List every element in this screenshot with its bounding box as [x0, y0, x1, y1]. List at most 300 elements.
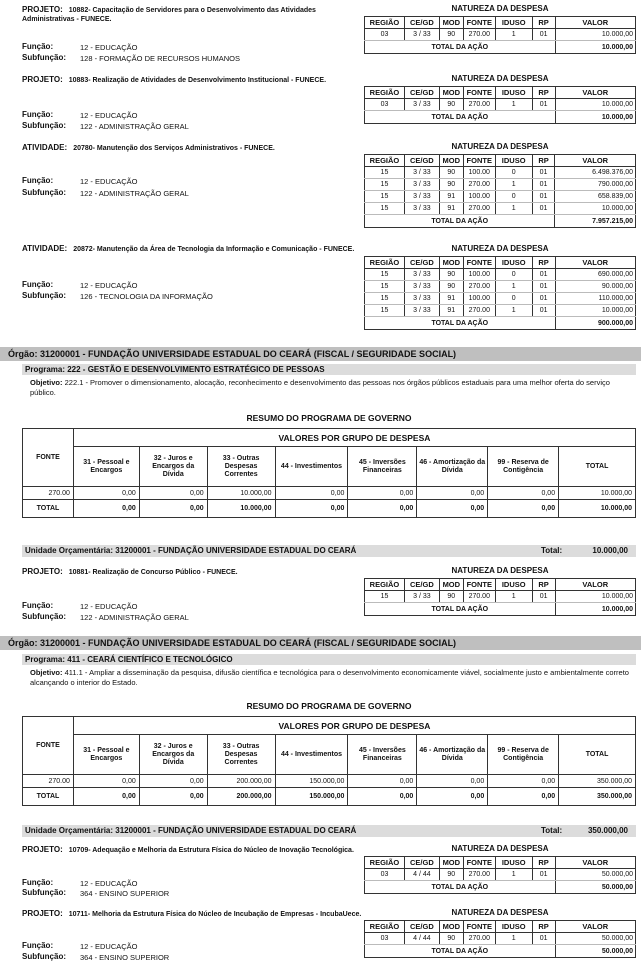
objetivo-label: Objetivo:: [30, 378, 63, 387]
natureza-table: [364, 578, 636, 616]
total-acao-label: TOTAL DA AÇÃO: [365, 215, 555, 228]
natureza-cell: 15: [365, 305, 405, 317]
natureza-column-header: FONTE: [463, 579, 495, 591]
resumo-cell: 0,00: [348, 775, 417, 788]
grupo-despesa-header: TOTAL: [559, 447, 636, 487]
natureza-cell: 90: [439, 933, 463, 945]
unidade-total-value: 10.000,00: [592, 546, 628, 555]
natureza-column-header: RP: [532, 87, 555, 99]
total-acao-value: 10.000,00: [555, 111, 635, 124]
natureza-row: [365, 281, 636, 293]
project-code: 10882: [68, 7, 89, 14]
natureza-cell: 15: [365, 293, 405, 305]
subfuncao-label: Subfunção:: [22, 952, 66, 961]
project-description: - Capacitação de Servidores para o Desenvolvimento das Atividades Administrativas - FUNECE.: [22, 7, 316, 23]
natureza-cell: 03: [365, 933, 405, 945]
natureza-header-row: [365, 17, 636, 29]
grupo-despesa-header: 44 - Investimentos: [275, 735, 348, 775]
natureza-cell: 658.839,00: [555, 191, 636, 203]
natureza-column-header: CE/GD: [404, 579, 439, 591]
natureza-title: NATUREZA DA DESPESA: [451, 4, 549, 13]
fonte-header: FONTE: [23, 429, 74, 487]
grupo-despesa-header: 99 - Reserva de Contigência: [488, 735, 559, 775]
natureza-column-header: MOD: [439, 921, 463, 933]
natureza-cell: 270.00: [463, 179, 495, 191]
natureza-column-header: FONTE: [463, 155, 495, 167]
natureza-cell: 3 / 33: [404, 29, 439, 41]
grupo-despesa-header: 46 - Amortização da Dívida: [417, 447, 488, 487]
grupo-despesa-header: 45 - Inversões Financeiras: [348, 735, 417, 775]
natureza-cell: 01: [532, 933, 555, 945]
unidade-total-label: Total:: [541, 546, 563, 555]
natureza-table: [364, 16, 636, 54]
natureza-cell: 110.000,00: [555, 293, 635, 305]
project-title: [22, 244, 362, 254]
grupo-despesa-header: 46 - Amortização da Dívida: [417, 735, 488, 775]
natureza-cell: 90: [439, 281, 463, 293]
project-code: 20780: [73, 145, 93, 152]
objetivo-text: 411.1 - Ampliar a disseminação da pesquisa, difusão científica e tecnológica para o desenvolvimento economicamente viável, socialmente justo e ambientalmente correto alcançando o interior do Estado.: [30, 668, 629, 687]
resumo-table: [22, 716, 636, 806]
natureza-row: [365, 591, 636, 603]
unidade-label: Unidade Orçamentária: 31200001 - FUNDAÇÃO UNIVERSIDADE ESTADUAL DO CEARÁ: [25, 826, 357, 835]
subfuncao-label: Subfunção:: [22, 291, 66, 300]
natureza-cell: 3 / 33: [404, 281, 439, 293]
natureza-cell: 4 / 44: [404, 869, 439, 881]
funcao-value: 12 - EDUCAÇÃO: [80, 879, 138, 888]
total-acao-row: [365, 111, 636, 124]
natureza-cell: 10.000,00: [555, 203, 636, 215]
resumo-subheader-row: [23, 735, 636, 775]
natureza-column-header: CE/GD: [404, 857, 439, 869]
natureza-row: [365, 167, 636, 179]
natureza-cell: 50.000,00: [555, 933, 635, 945]
subfuncao-value: 364 - ENSINO SUPERIOR: [80, 953, 170, 962]
resumo-total-cell: 200.000,00: [207, 788, 275, 806]
natureza-cell: 91: [439, 293, 463, 305]
total-acao-value: 7.957.215,00: [555, 215, 636, 228]
funcao-label: Função:: [22, 110, 54, 119]
natureza-header-row: [365, 257, 636, 269]
natureza-table: [364, 154, 636, 228]
natureza-cell: 90: [439, 99, 463, 111]
project-kind: PROJETO:: [22, 567, 63, 576]
natureza-cell: 01: [532, 269, 555, 281]
resumo-total-cell: 0,00: [139, 500, 207, 518]
natureza-title: NATUREZA DA DESPESA: [451, 566, 549, 575]
natureza-cell: 01: [532, 869, 555, 881]
natureza-column-header: FONTE: [463, 257, 495, 269]
natureza-table: [364, 256, 636, 330]
natureza-column-header: CE/GD: [404, 921, 439, 933]
natureza-header-row: [365, 155, 636, 167]
funcao-label: Função:: [22, 42, 54, 51]
natureza-column-header: FONTE: [463, 921, 495, 933]
total-acao-row: [365, 881, 636, 894]
natureza-cell: 1: [495, 179, 532, 191]
natureza-cell: 01: [532, 305, 555, 317]
natureza-column-header: REGIÃO: [365, 257, 405, 269]
funcao-value: 12 - EDUCAÇÃO: [80, 281, 138, 290]
resumo-cell: 0,00: [139, 487, 207, 500]
project-code: 10881: [68, 569, 89, 576]
resumo-total-cell: 0,00: [275, 500, 348, 518]
resumo-cell: 10.000,00: [559, 487, 636, 500]
resumo-total-cell: 0,00: [73, 788, 139, 806]
resumo-total-cell: TOTAL: [23, 788, 74, 806]
natureza-column-header: VALOR: [555, 921, 635, 933]
natureza-header-row: [365, 921, 636, 933]
funcao-label: Função:: [22, 941, 54, 950]
project-code: 10711: [68, 911, 88, 918]
natureza-cell: 01: [532, 591, 555, 603]
grupo-despesa-header: 45 - Inversões Financeiras: [348, 447, 417, 487]
funcao-value: 12 - EDUCAÇÃO: [80, 942, 138, 951]
funcao-value: 12 - EDUCAÇÃO: [80, 111, 138, 120]
total-acao-label: TOTAL DA AÇÃO: [365, 41, 556, 54]
total-acao-label: TOTAL DA AÇÃO: [365, 317, 556, 330]
natureza-column-header: REGIÃO: [365, 17, 405, 29]
resumo-cell: 0,00: [73, 487, 139, 500]
natureza-row: [365, 869, 636, 881]
project-kind: PROJETO:: [22, 845, 63, 854]
natureza-cell: 90.000,00: [555, 281, 635, 293]
project-kind: PROJETO:: [22, 75, 63, 84]
natureza-cell: 90: [439, 29, 463, 41]
project-kind: PROJETO:: [22, 909, 63, 918]
subfuncao-value: 122 - ADMINISTRAÇÃO GERAL: [80, 122, 189, 131]
natureza-column-header: MOD: [439, 155, 463, 167]
fonte-header: FONTE: [23, 717, 74, 775]
natureza-cell: 03: [365, 869, 405, 881]
resumo-cell: 0,00: [73, 775, 139, 788]
project-description: - Manutenção da Área de Tecnologia da Informação e Comunicação - FUNECE.: [92, 246, 355, 253]
natureza-cell: 15: [365, 203, 405, 215]
natureza-cell: 91: [439, 305, 463, 317]
project-title: [22, 5, 362, 24]
resumo-cell: 0,00: [348, 487, 417, 500]
natureza-row: [365, 293, 636, 305]
resumo-total-cell: 0,00: [417, 500, 488, 518]
project-title: [22, 845, 362, 855]
natureza-column-header: VALOR: [555, 155, 636, 167]
natureza-column-header: MOD: [439, 257, 463, 269]
resumo-cell: 200.000,00: [207, 775, 275, 788]
natureza-cell: 100.00: [463, 191, 495, 203]
natureza-cell: 270.00: [463, 869, 495, 881]
grupo-despesa-header: 31 - Pessoal e Encargos: [73, 735, 139, 775]
resumo-cell: 350.000,00: [559, 775, 636, 788]
natureza-cell: 01: [532, 293, 555, 305]
natureza-table: [364, 86, 636, 124]
project-code: 10883: [68, 77, 89, 84]
unidade-label: Unidade Orçamentária: 31200001 - FUNDAÇÃO UNIVERSIDADE ESTADUAL DO CEARÁ: [25, 546, 357, 555]
objetivo-block: [30, 668, 630, 688]
natureza-cell: 1: [495, 203, 532, 215]
project-title: [22, 567, 362, 577]
project-title: [22, 143, 362, 153]
objetivo-label: Objetivo:: [30, 668, 63, 677]
natureza-cell: 0: [495, 293, 532, 305]
natureza-cell: 270.00: [463, 305, 495, 317]
natureza-cell: 10.000,00: [555, 591, 635, 603]
natureza-title: NATUREZA DA DESPESA: [451, 74, 549, 83]
project-code: 10709: [68, 847, 89, 854]
natureza-cell: 3 / 33: [404, 293, 439, 305]
natureza-cell: 91: [439, 203, 463, 215]
natureza-column-header: RP: [532, 921, 555, 933]
natureza-row: [365, 99, 636, 111]
natureza-cell: 100.00: [463, 269, 495, 281]
natureza-cell: 90: [439, 869, 463, 881]
natureza-column-header: IDUSO: [495, 155, 532, 167]
natureza-column-header: FONTE: [463, 17, 495, 29]
natureza-cell: 100.00: [463, 293, 495, 305]
resumo-cell: 0,00: [417, 775, 488, 788]
natureza-cell: 1: [495, 591, 532, 603]
natureza-cell: 15: [365, 269, 405, 281]
grupo-despesa-header: TOTAL: [559, 735, 636, 775]
subfuncao-value: 122 - ADMINISTRAÇÃO GERAL: [80, 613, 189, 622]
subfuncao-label: Subfunção:: [22, 53, 66, 62]
natureza-column-header: MOD: [439, 857, 463, 869]
natureza-title: NATUREZA DA DESPESA: [451, 244, 549, 253]
funcao-value: 12 - EDUCAÇÃO: [80, 602, 138, 611]
objetivo-text: 222.1 - Promover o dimensionamento, alocação, reconhecimento e desenvolvimento das pessoas nos órgãos públicos estaduais para uma melhor oferta do serviço público.: [30, 378, 610, 397]
natureza-cell: 4 / 44: [404, 933, 439, 945]
natureza-column-header: CE/GD: [404, 257, 439, 269]
subfuncao-label: Subfunção:: [22, 888, 66, 897]
natureza-cell: 3 / 33: [404, 591, 439, 603]
valores-grupo-header: VALORES POR GRUPO DE DESPESA: [73, 717, 635, 735]
project-description: - Adequação e Melhoria da Estrutura Física do Núcleo de Inovação Tecnológica.: [88, 847, 354, 854]
natureza-cell: 270.00: [463, 29, 495, 41]
subfuncao-value: 364 - ENSINO SUPERIOR: [80, 889, 170, 898]
natureza-column-header: RP: [532, 257, 555, 269]
grupo-despesa-header: 99 - Reserva de Contigência: [488, 447, 559, 487]
project-kind: PROJETO:: [22, 5, 63, 14]
natureza-cell: 10.000,00: [555, 99, 635, 111]
resumo-data-row: [23, 487, 636, 500]
natureza-cell: 15: [365, 179, 405, 191]
natureza-cell: 15: [365, 281, 405, 293]
unidade-total-label: Total:: [541, 826, 563, 835]
natureza-cell: 0: [495, 167, 532, 179]
natureza-row: [365, 203, 636, 215]
natureza-title: NATUREZA DA DESPESA: [451, 844, 549, 853]
resumo-title: RESUMO DO PROGRAMA DE GOVERNO: [246, 701, 412, 711]
total-acao-row: [365, 215, 636, 228]
orgao-header: Órgão: 31200001 - FUNDAÇÃO UNIVERSIDADE ESTADUAL DO CEARÁ (FISCAL / SEGURIDADE SOCIAL): [0, 347, 641, 361]
natureza-column-header: RP: [532, 155, 555, 167]
natureza-cell: 90: [439, 167, 463, 179]
natureza-cell: 90: [439, 591, 463, 603]
orgao-header: Órgão: 31200001 - FUNDAÇÃO UNIVERSIDADE ESTADUAL DO CEARÁ (FISCAL / SEGURIDADE SOCIAL): [0, 636, 641, 650]
resumo-total-cell: 150.000,00: [275, 788, 348, 806]
total-acao-row: [365, 603, 636, 616]
natureza-column-header: IDUSO: [495, 17, 532, 29]
natureza-cell: 1: [495, 933, 532, 945]
natureza-table: [364, 856, 636, 894]
natureza-cell: 10.000,00: [555, 305, 635, 317]
resumo-total-cell: 10.000,00: [559, 500, 636, 518]
total-acao-value: 50.000,00: [555, 881, 635, 894]
project-code: 20872: [73, 246, 93, 253]
resumo-cell: 0,00: [488, 487, 559, 500]
grupo-despesa-header: 32 - Juros e Encargos da Dívida: [139, 735, 207, 775]
resumo-total-cell: 0,00: [417, 788, 488, 806]
natureza-cell: 03: [365, 99, 405, 111]
natureza-cell: 91: [439, 191, 463, 203]
natureza-cell: 3 / 33: [404, 191, 439, 203]
natureza-cell: 15: [365, 167, 405, 179]
objetivo-block: [30, 378, 630, 398]
project-description: - Realização de Concurso Público - FUNECE.: [88, 569, 238, 576]
resumo-total-cell: 10.000,00: [207, 500, 275, 518]
subfuncao-label: Subfunção:: [22, 188, 66, 197]
funcao-label: Função:: [22, 280, 54, 289]
natureza-cell: 01: [532, 191, 555, 203]
natureza-cell: 01: [532, 99, 555, 111]
resumo-cell: 10.000,00: [207, 487, 275, 500]
total-acao-label: TOTAL DA AÇÃO: [365, 945, 556, 958]
unidade-total-value: 350.000,00: [587, 826, 628, 835]
natureza-cell: 15: [365, 591, 405, 603]
programa-header: Programa: 411 - CEARÁ CIENTÍFICO E TECNOLÓGICO: [22, 654, 636, 665]
resumo-cell: 0,00: [139, 775, 207, 788]
natureza-column-header: VALOR: [555, 857, 635, 869]
subfuncao-value: 128 - FORMAÇÃO DE RECURSOS HUMANOS: [80, 54, 241, 63]
natureza-column-header: REGIÃO: [365, 87, 405, 99]
natureza-cell: 6.498.376,00: [555, 167, 636, 179]
natureza-cell: 3 / 33: [404, 179, 439, 191]
project-description: - Realização de Atividades de Desenvolvimento Institucional - FUNECE.: [88, 77, 327, 84]
unidade-orcamentaria-bar: [22, 825, 636, 837]
natureza-cell: 690.000,00: [555, 269, 635, 281]
resumo-header-row: [23, 429, 636, 447]
total-acao-row: [365, 317, 636, 330]
unidade-orcamentaria-bar: [22, 545, 636, 557]
resumo-data-row: [23, 775, 636, 788]
natureza-cell: 1: [495, 29, 532, 41]
programa-header: Programa: 222 - GESTÃO E DESENVOLVIMENTO ESTRATÉGICO DE PESSOAS: [22, 364, 636, 375]
natureza-cell: 270.00: [463, 203, 495, 215]
natureza-column-header: VALOR: [555, 17, 635, 29]
natureza-column-header: VALOR: [555, 579, 635, 591]
natureza-column-header: FONTE: [463, 87, 495, 99]
natureza-row: [365, 29, 636, 41]
resumo-header-row: [23, 717, 636, 735]
natureza-column-header: CE/GD: [404, 87, 439, 99]
subfuncao-value: 122 - ADMINISTRAÇÃO GERAL: [80, 189, 189, 198]
natureza-column-header: VALOR: [555, 87, 635, 99]
resumo-total-cell: 0,00: [139, 788, 207, 806]
valores-grupo-header: VALORES POR GRUPO DE DESPESA: [73, 429, 635, 447]
funcao-label: Função:: [22, 601, 54, 610]
resumo-total-cell: TOTAL: [23, 500, 74, 518]
natureza-title: NATUREZA DA DESPESA: [451, 908, 549, 917]
total-acao-value: 50.000,00: [555, 945, 635, 958]
natureza-cell: 01: [532, 179, 555, 191]
natureza-column-header: RP: [532, 857, 555, 869]
natureza-row: [365, 179, 636, 191]
funcao-value: 12 - EDUCAÇÃO: [80, 177, 138, 186]
funcao-label: Função:: [22, 878, 54, 887]
natureza-column-header: RP: [532, 17, 555, 29]
natureza-cell: 100.00: [463, 167, 495, 179]
resumo-total-cell: 0,00: [348, 500, 417, 518]
natureza-cell: 270.00: [463, 933, 495, 945]
natureza-cell: 90: [439, 269, 463, 281]
natureza-cell: 50.000,00: [555, 869, 635, 881]
natureza-column-header: IDUSO: [495, 857, 532, 869]
natureza-cell: 270.00: [463, 591, 495, 603]
grupo-despesa-header: 44 - Investimentos: [275, 447, 348, 487]
project-description: - Melhoria da Estrutura Física do Núcleo de Incubação de Empresas - IncubaUece.: [87, 911, 362, 918]
project-kind: ATIVIDADE:: [22, 143, 68, 152]
resumo-total-cell: 350.000,00: [559, 788, 636, 806]
grupo-despesa-header: 31 - Pessoal e Encargos: [73, 447, 139, 487]
natureza-column-header: IDUSO: [495, 921, 532, 933]
natureza-row: [365, 933, 636, 945]
natureza-cell: 3 / 33: [404, 305, 439, 317]
total-acao-label: TOTAL DA AÇÃO: [365, 603, 556, 616]
subfuncao-label: Subfunção:: [22, 121, 66, 130]
natureza-cell: 01: [532, 281, 555, 293]
natureza-cell: 03: [365, 29, 405, 41]
natureza-cell: 3 / 33: [404, 167, 439, 179]
total-acao-value: 10.000,00: [555, 603, 635, 616]
resumo-title: RESUMO DO PROGRAMA DE GOVERNO: [246, 413, 412, 423]
natureza-header-row: [365, 87, 636, 99]
project-title: [22, 75, 362, 85]
natureza-row: [365, 269, 636, 281]
total-acao-value: 10.000,00: [555, 41, 635, 54]
resumo-cell: 150.000,00: [275, 775, 348, 788]
natureza-cell: 90: [439, 179, 463, 191]
natureza-column-header: CE/GD: [404, 17, 439, 29]
project-description: - Manutenção dos Serviços Administrativos - FUNECE.: [92, 145, 275, 152]
natureza-cell: 270.00: [463, 99, 495, 111]
natureza-cell: 270.00: [463, 281, 495, 293]
subfuncao-label: Subfunção:: [22, 612, 66, 621]
natureza-column-header: MOD: [439, 579, 463, 591]
natureza-column-header: REGIÃO: [365, 579, 405, 591]
project-title: [22, 909, 362, 919]
resumo-cell: 0,00: [488, 775, 559, 788]
natureza-column-header: MOD: [439, 87, 463, 99]
natureza-title: NATUREZA DA DESPESA: [451, 142, 549, 151]
subfuncao-value: 126 - TECNOLOGIA DA INFORMAÇÃO: [80, 292, 213, 301]
natureza-cell: 3 / 33: [404, 99, 439, 111]
natureza-cell: 1: [495, 99, 532, 111]
resumo-cell: 0,00: [275, 487, 348, 500]
natureza-cell: 1: [495, 869, 532, 881]
natureza-column-header: MOD: [439, 17, 463, 29]
grupo-despesa-header: 33 - Outras Despesas Correntes: [207, 447, 275, 487]
resumo-cell: 270.00: [23, 775, 74, 788]
natureza-cell: 3 / 33: [404, 203, 439, 215]
grupo-despesa-header: 33 - Outras Despesas Correntes: [207, 735, 275, 775]
natureza-cell: 790.000,00: [555, 179, 636, 191]
resumo-total-cell: 0,00: [73, 500, 139, 518]
resumo-total-cell: 0,00: [488, 500, 559, 518]
natureza-column-header: VALOR: [555, 257, 635, 269]
natureza-column-header: IDUSO: [495, 257, 532, 269]
natureza-cell: 01: [532, 203, 555, 215]
natureza-row: [365, 191, 636, 203]
resumo-subheader-row: [23, 447, 636, 487]
